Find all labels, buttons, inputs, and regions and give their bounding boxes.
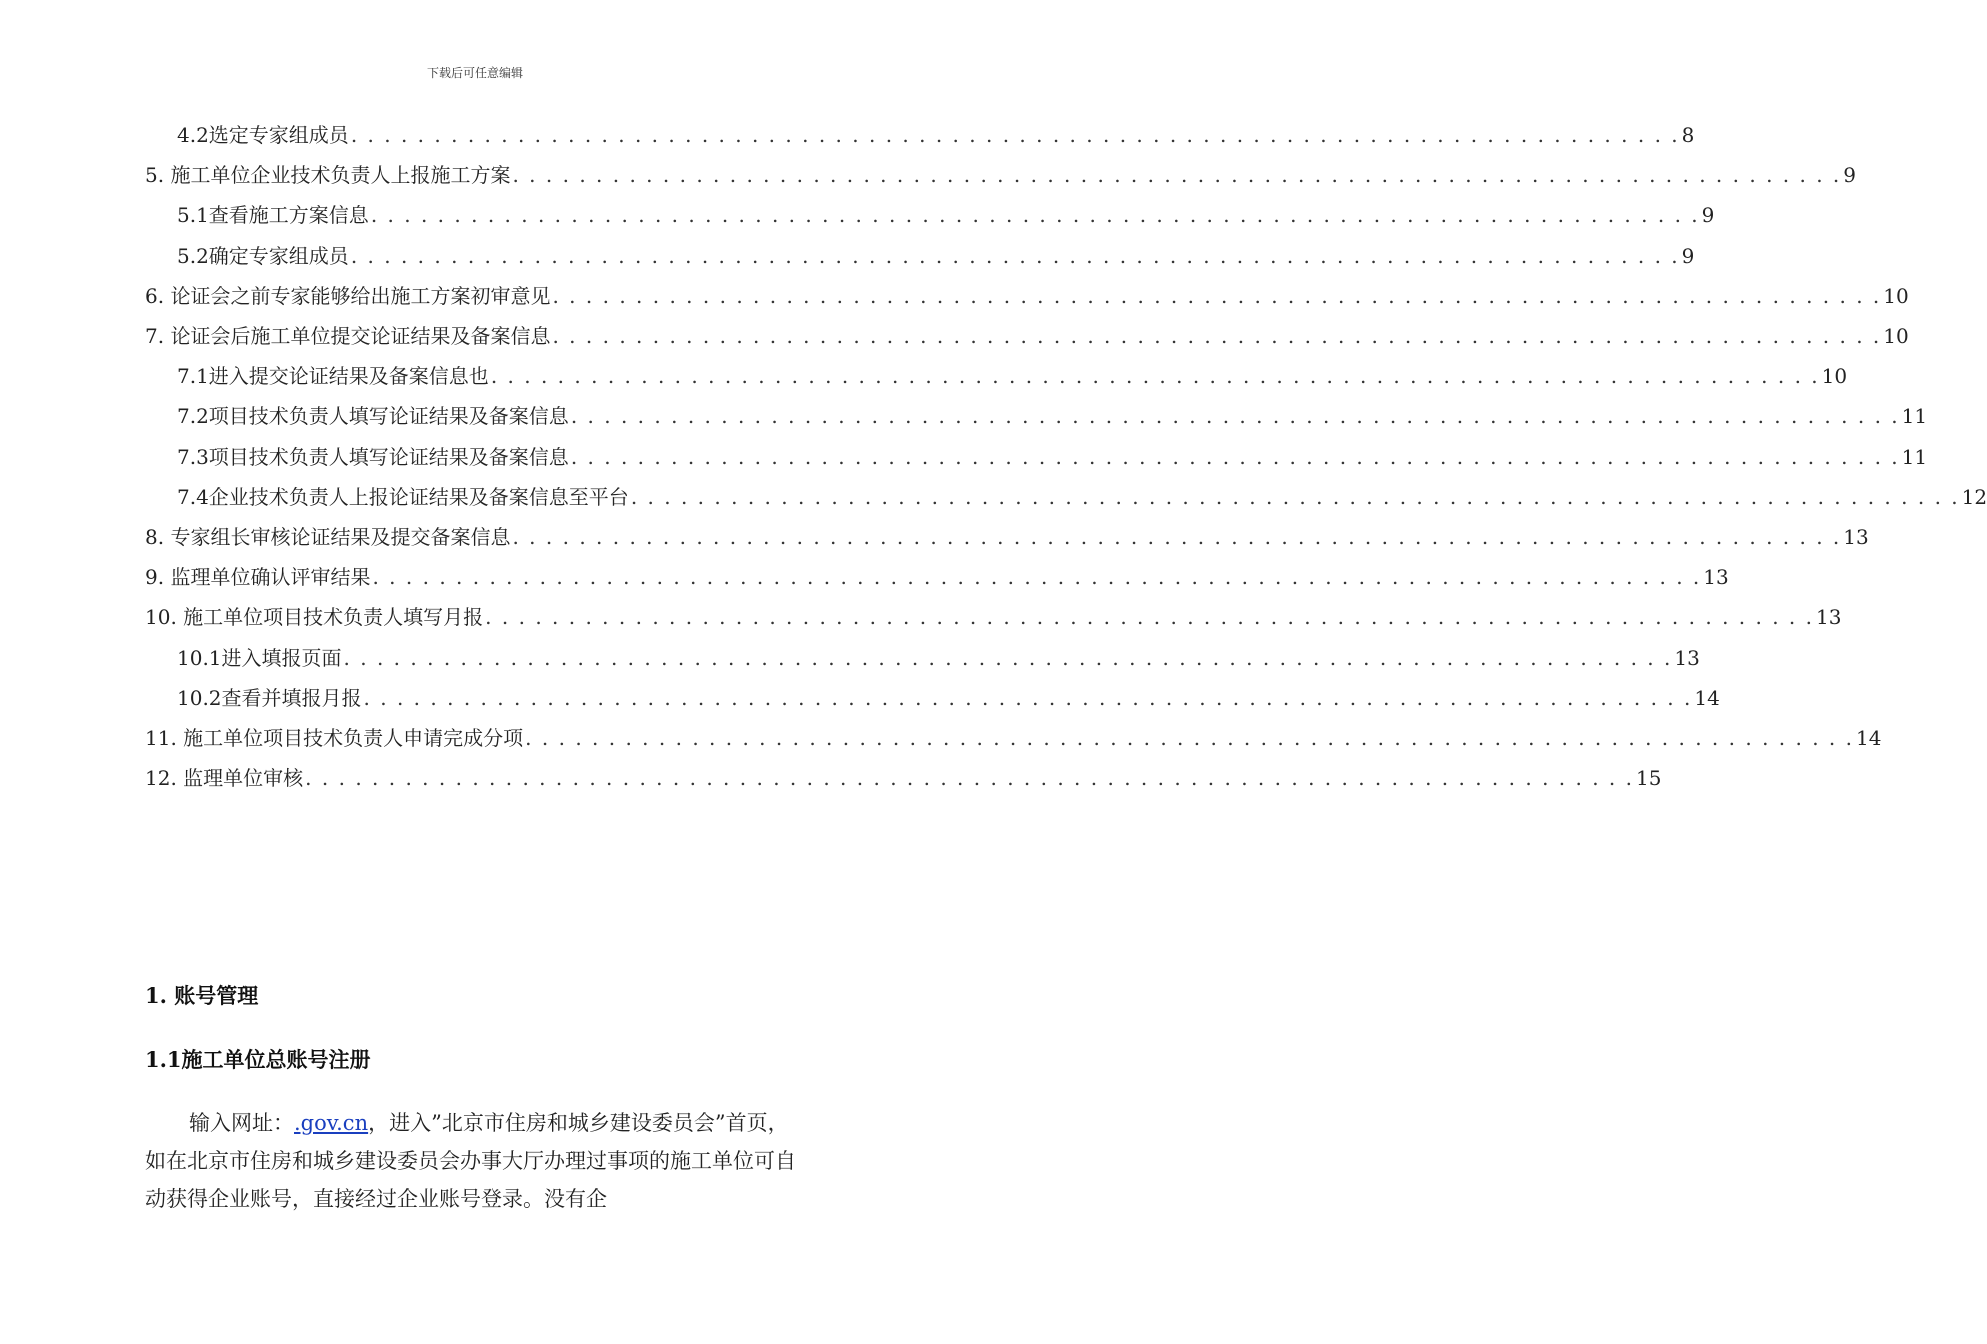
toc-dot-leader: . . . . . . . . . . . . . . . . . . . . . . . . . . . . . . . . . . . . . . . . . . . . . . . . . . . . . . . . . . . . . . . . . . . . . . . . . . . . . . . . bbox=[350, 243, 1680, 268]
toc-page-number: 12 bbox=[1961, 484, 1987, 509]
paragraph-text-rest: ，进入”北京市住房和城乡建设委员会”首页，如在北京市住房和城乡建设委员会办事大厅办理过事项的施工单位可自动获得企业账号，直接经过企业账号登录。没有企 bbox=[145, 1111, 796, 1211]
toc-page-number: 8 bbox=[1681, 123, 1695, 147]
toc-dot-leader: . . . . . . . . . . . . . . . . . . . . . . . . . . . . . . . . . . . . . . . . . . . . . . . . . . . . . . . . . . . . . . . . . . . . . . . . . . . . . . . . bbox=[512, 163, 1842, 188]
toc-entry-title: 5.2确定专家组成员 bbox=[177, 243, 349, 268]
toc-entry-title: 10. 施工单位项目技术负责人填写月报 bbox=[145, 605, 484, 630]
toc-dot-leader: . . . . . . . . . . . . . . . . . . . . . . . . . . . . . . . . . . . . . . . . . . . . . . . . . . . . . . . . . . . . . . . . . . . . . . . . . . . . . . . . bbox=[570, 404, 1900, 429]
toc-entry[interactable] bbox=[177, 361, 1848, 391]
toc-entry[interactable] bbox=[177, 200, 1715, 230]
toc-page-number: 15 bbox=[1636, 766, 1662, 791]
toc-dot-leader: . . . . . . . . . . . . . . . . . . . . . . . . . . . . . . . . . . . . . . . . . . . . . . . . . . . . . . . . . . . . . . . . . . . . . . . . . . . . . . . . bbox=[370, 203, 1700, 228]
toc-entry[interactable] bbox=[145, 522, 1869, 552]
toc-dot-leader: . . . . . . . . . . . . . . . . . . . . . . . . . . . . . . . . . . . . . . . . . . . . . . . . . . . . . . . . . . . . . . . . . . . . . . . . . . . . . . . . bbox=[305, 766, 1635, 791]
toc-page-number: 14 bbox=[1694, 685, 1720, 710]
toc-entry-title: 7.3项目技术负责人填写论证结果及备案信息 bbox=[177, 444, 569, 469]
toc-entry[interactable] bbox=[177, 401, 1928, 431]
section-heading: 1. 账号管理 bbox=[145, 983, 259, 1008]
toc-page-number: 10 bbox=[1883, 283, 1909, 308]
toc-entry-title: 11. 施工单位项目技术负责人申请完成分项 bbox=[145, 726, 524, 750]
toc-entry[interactable] bbox=[145, 602, 1842, 632]
toc-entry-title: 9. 监理单位确认评审结果 bbox=[145, 565, 371, 590]
toc-entry-title: 6. 论证会之前专家能够给出施工方案初审意见 bbox=[145, 283, 551, 308]
toc-dot-leader: . . . . . . . . . . . . . . . . . . . . . . . . . . . . . . . . . . . . . . . . . . . . . . . . . . . . . . . . . . . . . . . . . . . . . . . . . . . . . . . . bbox=[363, 685, 1693, 710]
toc-dot-leader: . . . . . . . . . . . . . . . . . . . . . . . . . . . . . . . . . . . . . . . . . . . . . . . . . . . . . . . . . . . . . . . . . . . . . . . . . . . . . . . . bbox=[552, 324, 1882, 348]
toc-entry[interactable] bbox=[145, 562, 1729, 592]
toc-dot-leader: . . . . . . . . . . . . . . . . . . . . . . . . . . . . . . . . . . . . . . . . . . . . . . . . . . . . . . . . . . . . . . . . . . . . . . . . . . . . . . . . bbox=[372, 565, 1702, 590]
toc-dot-leader: . . . . . . . . . . . . . . . . . . . . . . . . . . . . . . . . . . . . . . . . . . . . . . . . . . . . . . . . . . . . . . . . . . . . . . . . . . . . . . . . bbox=[485, 605, 1815, 630]
toc-page-number: 9 bbox=[1701, 203, 1715, 228]
toc-entry-title: 4.2选定专家组成员 bbox=[177, 123, 349, 147]
toc-entry-title: 10.1进入填报页面 bbox=[177, 645, 342, 670]
website-link[interactable]: .gov.cn bbox=[294, 1111, 369, 1135]
toc-entry[interactable] bbox=[145, 723, 1882, 753]
toc-dot-leader: . . . . . . . . . . . . . . . . . . . . . . . . . . . . . . . . . . . . . . . . . . . . . . . . . . . . . . . . . . . . . . . . . . . . . . . . . . . . . . . . bbox=[570, 444, 1900, 469]
toc-entry[interactable] bbox=[177, 482, 1987, 512]
toc-page-number: 9 bbox=[1843, 163, 1857, 188]
toc-page-number: 13 bbox=[1816, 605, 1842, 630]
toc-entry[interactable] bbox=[177, 683, 1720, 713]
toc-dot-leader: . . . . . . . . . . . . . . . . . . . . . . . . . . . . . . . . . . . . . . . . . . . . . . . . . . . . . . . . . . . . . . . . . . . . . . . . . . . . . . . . bbox=[350, 123, 1680, 147]
toc-page-number: 9 bbox=[1681, 243, 1695, 268]
toc-page-number: 11 bbox=[1901, 444, 1928, 469]
toc-entry[interactable] bbox=[145, 321, 1909, 351]
toc-entry-title: 5. 施工单位企业技术负责人上报施工方案 bbox=[145, 163, 511, 188]
toc-entry-title: 7. 论证会后施工单位提交论证结果及备案信息 bbox=[145, 324, 551, 348]
toc-entry[interactable] bbox=[145, 281, 1909, 311]
toc-entry[interactable] bbox=[177, 241, 1695, 271]
toc-page-number: 11 bbox=[1901, 404, 1928, 429]
paragraph-text-start: 输入网址： bbox=[189, 1111, 294, 1135]
toc-page-number: 10 bbox=[1821, 364, 1848, 389]
toc-page-number: 13 bbox=[1674, 645, 1700, 670]
toc-entry-title: 5.1查看施工方案信息 bbox=[177, 203, 369, 228]
toc-dot-leader: . . . . . . . . . . . . . . . . . . . . . . . . . . . . . . . . . . . . . . . . . . . . . . . . . . . . . . . . . . . . . . . . . . . . . . . . . . . . . . . . bbox=[552, 283, 1882, 308]
toc-entry[interactable] bbox=[177, 120, 1695, 150]
toc-dot-leader: . . . . . . . . . . . . . . . . . . . . . . . . . . . . . . . . . . . . . . . . . . . . . . . . . . . . . . . . . . . . . . . . . . . . . . . . . . . . . . . . bbox=[630, 484, 1960, 509]
toc-page-number: 13 bbox=[1843, 525, 1869, 549]
toc-dot-leader: . . . . . . . . . . . . . . . . . . . . . . . . . . . . . . . . . . . . . . . . . . . . . . . . . . . . . . . . . . . . . . . . . . . . . . . . . . . . . . . . bbox=[512, 525, 1842, 549]
toc-entry-title: 7.2项目技术负责人填写论证结果及备案信息 bbox=[177, 404, 569, 429]
toc-entry[interactable] bbox=[177, 643, 1700, 673]
toc-page-number: 10 bbox=[1883, 324, 1909, 348]
body-paragraph bbox=[145, 1104, 805, 1218]
toc-dot-leader: . . . . . . . . . . . . . . . . . . . . . . . . . . . . . . . . . . . . . . . . . . . . . . . . . . . . . . . . . . . . . . . . . . . . . . . . . . . . . . . . bbox=[525, 726, 1855, 750]
toc-entry-title: 7.4企业技术负责人上报论证结果及备案信息至平台 bbox=[177, 484, 629, 509]
toc-entry-title: 10.2查看并填报月报 bbox=[177, 685, 362, 710]
toc-entry-title: 8. 专家组长审核论证结果及提交备案信息 bbox=[145, 525, 511, 549]
toc-dot-leader: . . . . . . . . . . . . . . . . . . . . . . . . . . . . . . . . . . . . . . . . . . . . . . . . . . . . . . . . . . . . . . . . . . . . . . . . . . . . . . . . bbox=[490, 364, 1820, 389]
toc-entry[interactable] bbox=[145, 160, 1857, 190]
subsection-heading: 1.1施工单位总账号注册 bbox=[145, 1047, 371, 1072]
toc-entry[interactable] bbox=[177, 442, 1928, 472]
toc-dot-leader: . . . . . . . . . . . . . . . . . . . . . . . . . . . . . . . . . . . . . . . . . . . . . . . . . . . . . . . . . . . . . . . . . . . . . . . . . . . . . . . . bbox=[343, 645, 1673, 670]
toc-page-number: 13 bbox=[1703, 565, 1729, 590]
toc-entry[interactable] bbox=[145, 763, 1662, 793]
toc-page-number: 14 bbox=[1856, 726, 1882, 750]
toc-entry-title: 7.1进入提交论证结果及备案信息也 bbox=[177, 364, 489, 389]
page-header: 下载后可任意编辑 bbox=[426, 66, 523, 80]
toc-entry-title: 12. 监理单位审核 bbox=[145, 766, 304, 791]
